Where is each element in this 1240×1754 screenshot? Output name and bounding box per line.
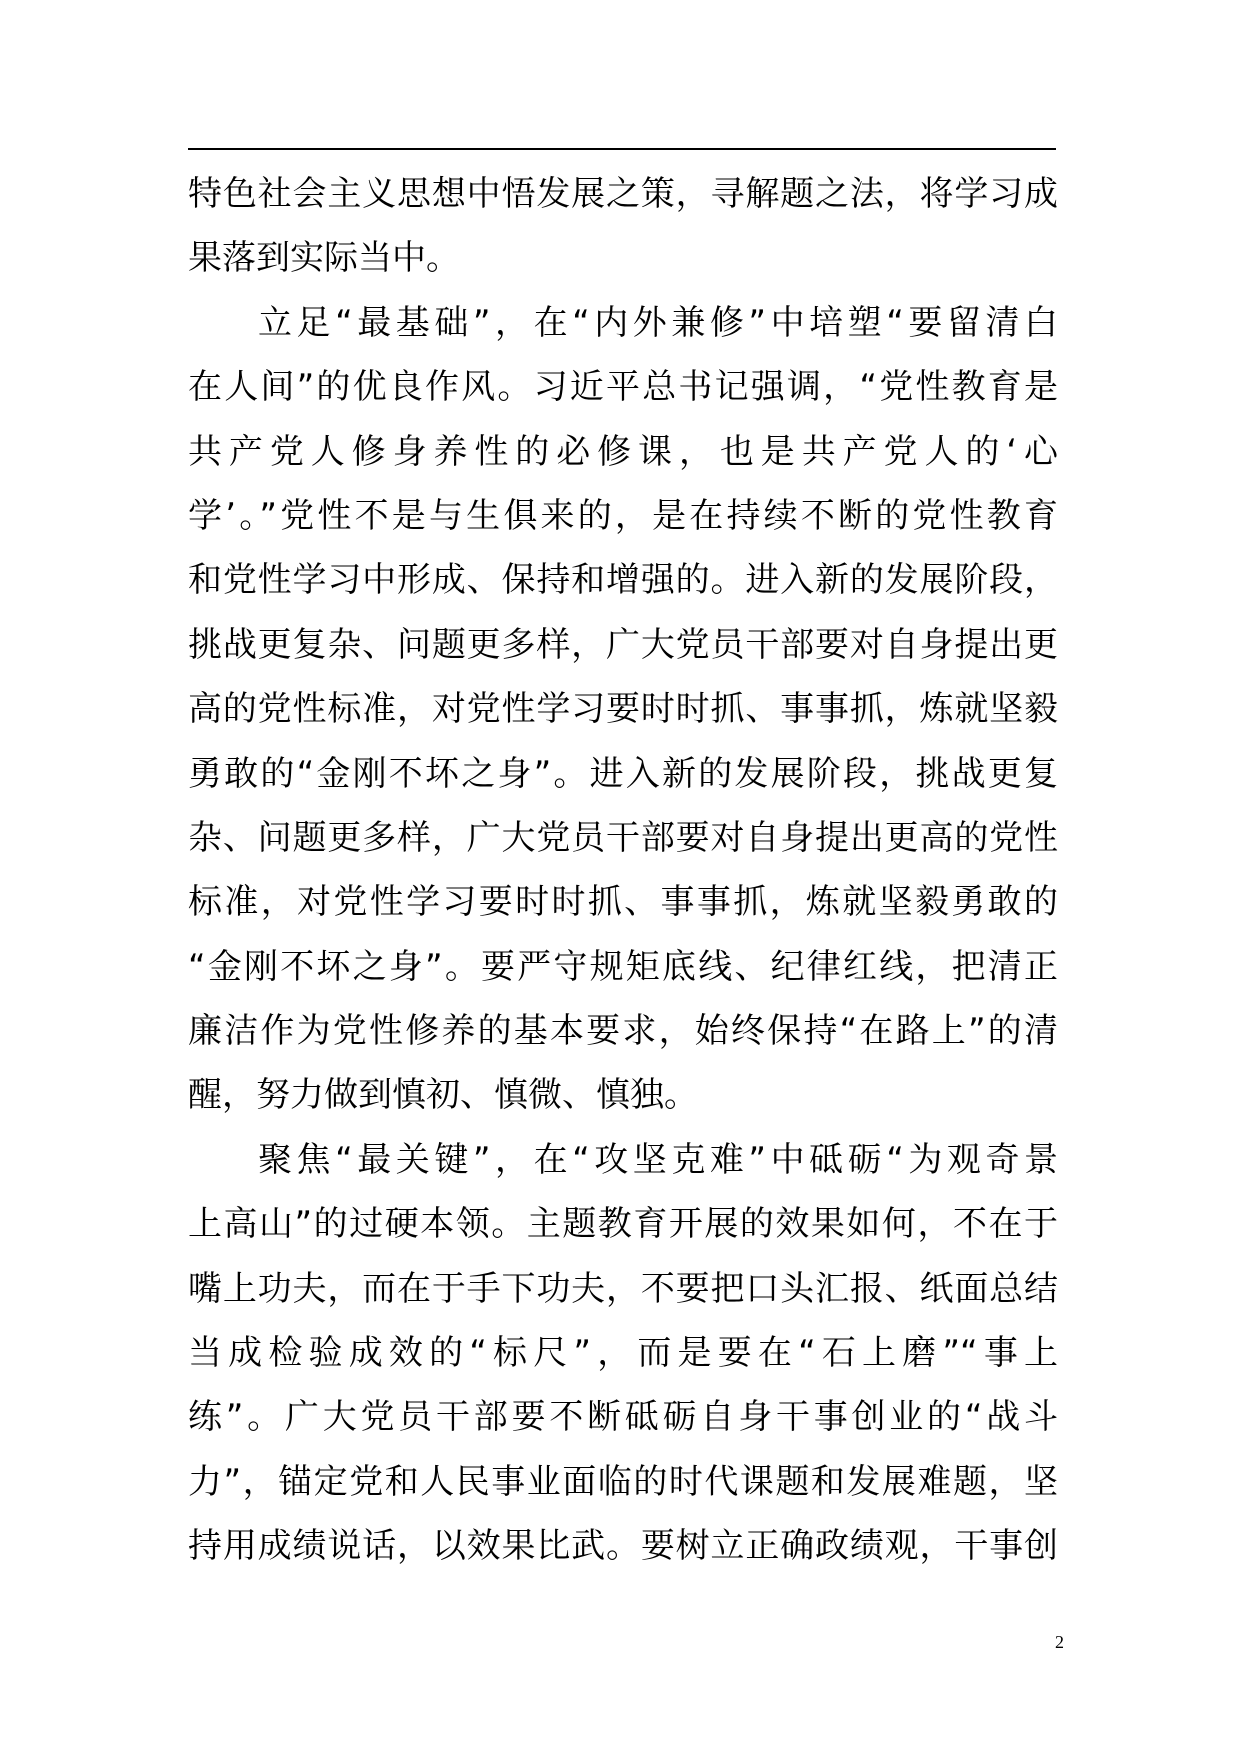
text-line: 杂、问题更多样，广大党员干部要对自身提出更高的党性 [188,817,1058,858]
text-line: 练”。广大党员干部要不断砥砺自身干事创业的“战斗 [188,1397,1058,1438]
text-line: 高的党性标准，对党性学习要时时抓、事事抓，炼就坚毅 [188,689,1058,730]
body-text [188,162,1058,1579]
text-line: 勇敢的“金刚不坏之身”。进入新的发展阶段，挑战更复 [188,753,1058,794]
header-rule [188,148,1056,150]
text-line: 立足“最基础”，在“内外兼修”中培塑“要留清白 [258,302,1058,343]
text-line: 聚焦“最关键”，在“攻坚克难”中砥砺“为观奇景 [258,1139,1058,1180]
page-number: 2 [1055,1632,1064,1652]
text-line: 当成检验成效的“标尺”，而是要在“石上磨”“事上 [188,1333,1058,1374]
text-line: 共产党人修身养性的必修课，也是共产党人的‘心 [188,431,1058,472]
text-line: 果落到实际当中。 [188,238,460,279]
text-line: 力”，锚定党和人民事业面临的时代课题和发展难题，坚 [188,1461,1058,1502]
text-line: 学’。”党性不是与生俱来的，是在持续不断的党性教育 [188,495,1058,536]
text-line: 持用成绩说话，以效果比武。要树立正确政绩观，干事创 [188,1526,1058,1567]
text-line: 醒，努力做到慎初、慎微、慎独。 [188,1075,698,1116]
text-line: 和党性学习中形成、保持和增强的。进入新的发展阶段， [188,560,1058,601]
text-line: 挑战更复杂、问题更多样，广大党员干部要对自身提出更 [188,624,1058,665]
text-line: 上高山”的过硬本领。主题教育开展的效果如何，不在于 [188,1204,1058,1245]
text-line: “金刚不坏之身”。要严守规矩底线、纪律红线，把清正 [188,946,1058,987]
text-line: 特色社会主义思想中悟发展之策，寻解题之法，将学习成 [188,174,1058,214]
text-line: 在人间”的优良作风。习近平总书记强调，“党性教育是 [188,367,1058,408]
text-line: 廉洁作为党性修养的基本要求，始终保持“在路上”的清 [188,1011,1058,1052]
text-line: 嘴上功夫，而在于手下功夫，不要把口头汇报、纸面总结 [188,1268,1058,1309]
text-line: 标准，对党性学习要时时抓、事事抓，炼就坚毅勇敢的 [188,882,1058,923]
